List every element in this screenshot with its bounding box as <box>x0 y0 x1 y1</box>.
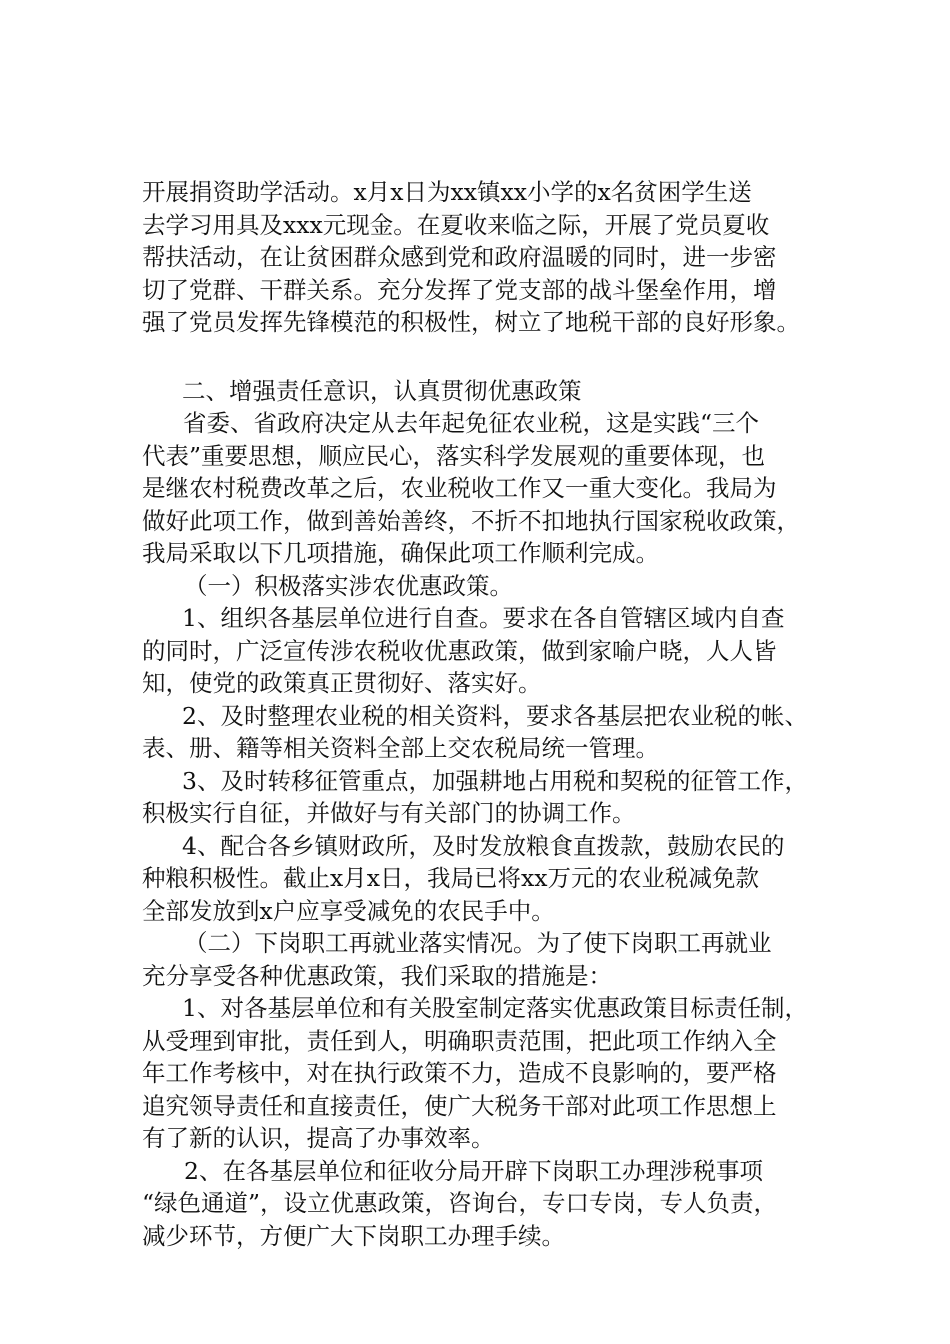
subheading-text: （一）积极落实涉农优惠政策。 <box>184 571 513 600</box>
subheading-2 <box>142 927 862 992</box>
text-line: 积极实行自征，并做好与有关部门的协调工作。 <box>142 799 636 827</box>
text-line: 代表”重要思想，顺应民心，落实科学发展观的重要体现，也 <box>142 441 766 470</box>
text-line: 帮扶活动，在让贫困群众感到党和政府温暖的同时，进一步密 <box>142 243 777 271</box>
text-line: 切了党群、干群关系。充分发挥了党支部的战斗堡垒作用，增 <box>142 275 777 304</box>
text-line: 有了新的认识，提高了办事效率。 <box>142 1124 495 1152</box>
text-line: 2、及时整理农业税的相关资料，要求各基层把农业税的帐、 <box>182 701 808 730</box>
subheading-1 <box>142 570 862 603</box>
text-line: 3、及时转移征管重点，加强耕地占用税和契税的征管工作， <box>182 766 808 795</box>
text-line: 减少环节，方便广大下岗职工办理手续。 <box>142 1221 565 1250</box>
document-body <box>142 176 862 1252</box>
text-line: 是继农村税费改革之后，农业税收工作又一重大变化。我局为 <box>142 474 777 502</box>
text-line: 全部发放到x户应享受减免的农民手中。 <box>142 896 555 925</box>
paragraph-tax-exemption <box>142 407 862 570</box>
text-line: 充分享受各种优惠政策，我们采取的措施是： <box>142 961 612 990</box>
text-line: 1、对各基层单位和有关股室制定落实优惠政策目标责任制， <box>182 994 808 1022</box>
section-heading-2 <box>142 375 862 408</box>
text-line: 省委、省政府决定从去年起免征农业税，这是实践“三个 <box>183 409 760 437</box>
text-line: 做好此项工作，做到善始善终，不折不扣地执行国家税收政策， <box>142 506 800 535</box>
list-item-2 <box>142 700 862 765</box>
text-line: 从受理到审批，责任到人，明确职责范围，把此项工作纳入全 <box>142 1026 777 1055</box>
list-item-6 <box>142 1155 862 1253</box>
text-line: 2、在各基层单位和征收分局开辟下岗职工办理涉税事项 <box>184 1156 763 1185</box>
text-line: 去学习用具及xxx元现金。在夏收来临之际，开展了党员夏收 <box>142 210 770 239</box>
text-line: 知，使党的政策真正贯彻好、落实好。 <box>142 669 542 697</box>
text-line: 开展捐资助学活动。x月x日为xx镇xx小学的x名贫困学生送 <box>142 178 752 206</box>
list-item-1 <box>142 602 862 700</box>
list-item-5 <box>142 992 862 1155</box>
text-line: 的同时，广泛宣传涉农税收优惠政策，做到家喻户晓，人人皆 <box>142 636 777 665</box>
text-line: 我局采取以下几项措施，确保此项工作顺利完成。 <box>142 539 659 567</box>
text-line: 年工作考核中，对在执行政策不力，造成不良影响的，要严格 <box>142 1059 777 1087</box>
text-line: （二）下岗职工再就业落实情况。为了使下岗职工再就业 <box>184 929 772 957</box>
text-line: “绿色通道”，设立优惠政策，咨询台，专口专岗，专人负责， <box>142 1189 778 1217</box>
list-item-4 <box>142 830 862 928</box>
heading-text: 二、增强责任意识，认真贯彻优惠政策 <box>182 376 582 405</box>
paragraph-gap <box>142 339 862 375</box>
text-line: 表、册、籍等相关资料全部上交农税局统一管理。 <box>142 734 659 762</box>
text-line: 1、组织各基层单位进行自查。要求在各自管辖区域内自查 <box>182 604 785 632</box>
paragraph-donation <box>142 176 862 339</box>
text-line: 种粮积极性。截止x月x日，我局已将xx万元的农业税减免款 <box>142 864 760 892</box>
text-line: 追究领导责任和直接责任，使广大税务干部对此项工作思想上 <box>142 1091 777 1120</box>
list-item-3 <box>142 765 862 830</box>
text-line: 强了党员发挥先锋模范的积极性，树立了地税干部的良好形象。 <box>142 308 800 336</box>
text-line: 4、配合各乡镇财政所，及时发放粮食直拨款，鼓励农民的 <box>182 831 785 860</box>
